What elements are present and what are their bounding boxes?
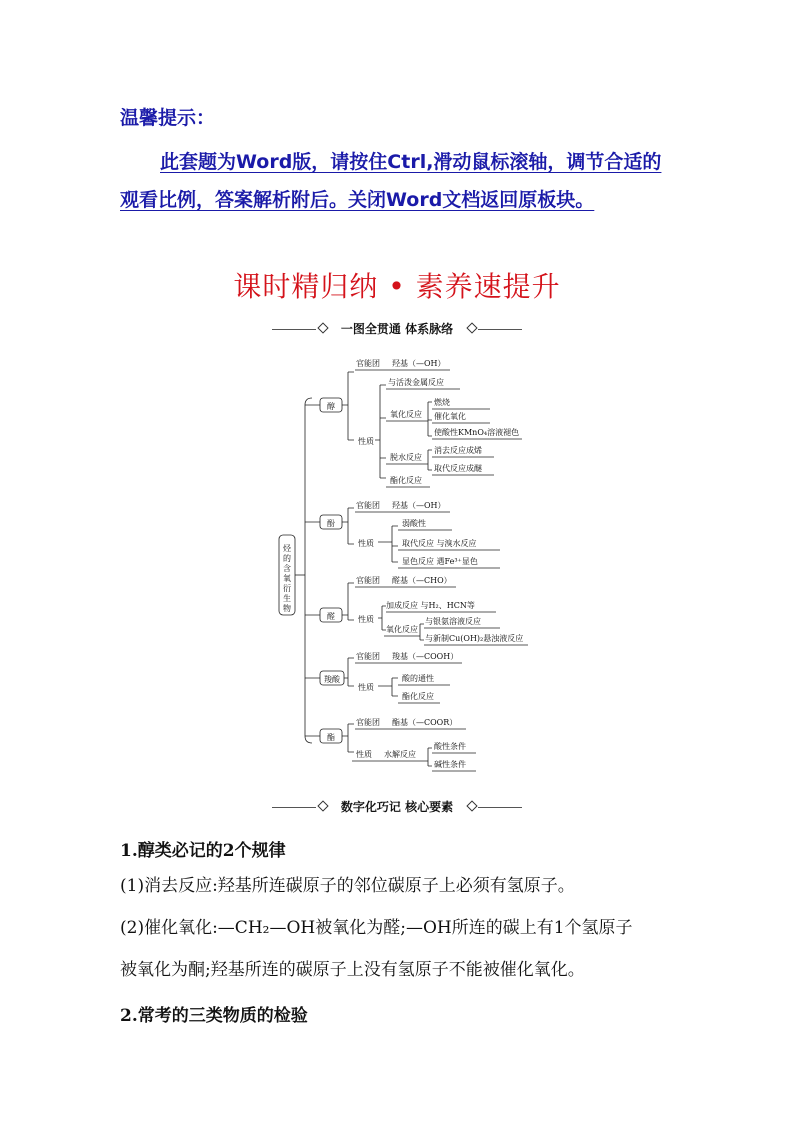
label-ox1: 燃烧 (434, 398, 450, 407)
label-r3: 显色反应 遇Fe³⁺显色 (402, 557, 478, 566)
label-group-value: 羟基（—OH） (392, 501, 446, 510)
connector (378, 606, 386, 630)
label-group: 官能团 (356, 359, 380, 368)
branch-ester: 酯 (327, 733, 335, 742)
section2-heading: 2.常考的三类物质的检验 (120, 1006, 308, 1026)
connector (375, 385, 386, 478)
connector (386, 402, 432, 436)
label-de2: 取代反应成醚 (434, 464, 482, 473)
section1-heading: 1.醇类必记的2个规律 (120, 841, 286, 861)
banner-divider-right (478, 807, 522, 808)
branch-acid: 羧酸 (324, 675, 340, 684)
mind-map-root-label: 烃的含氧衍生物 (282, 544, 292, 612)
label-group: 官能团 (356, 652, 380, 661)
section1-paragraph2b: 被氧化为酮;羟基所连的碳原子上没有氢原子不能被催化氧化。 (120, 960, 585, 980)
label-r1: 加成反应 与H₂、HCN等 (386, 601, 475, 610)
section1-paragraph1: (1)消去反应:羟基所连碳原子的邻位碳原子上必须有氢原子。 (120, 876, 575, 896)
label-r2: 酯化反应 (402, 692, 434, 701)
label-h1: 酸性条件 (434, 742, 466, 751)
label-r2: 取代反应 与溴水反应 (402, 539, 477, 548)
tip-text: 此套题为Word版，请按住Ctrl,滑动鼠标滚轴，调节合适的观看比例，答案解析附后。关闭Word文档返回原板块。 (120, 151, 662, 211)
label-h2: 碱性条件 (434, 760, 466, 769)
label-group: 官能团 (356, 718, 380, 727)
label-props: 性质 (358, 437, 374, 446)
label-r1: 弱酸性 (402, 519, 426, 528)
label-ox: 氧化反应 (390, 410, 422, 419)
label-de: 脱水反应 (390, 453, 422, 462)
label-props: 性质 (356, 750, 372, 759)
label-est: 酯化反应 (390, 476, 422, 485)
label-r1: 与活泼金属反应 (388, 378, 444, 387)
connector (342, 583, 354, 620)
label-props: 性质 (358, 683, 374, 692)
label-group-value: 羟基（—OH） (392, 359, 446, 368)
banner-label: 一图全贯通 体系脉络 (340, 322, 454, 336)
label-group-value: 羧基（—COOH） (392, 652, 459, 661)
section-banner-key (272, 797, 522, 817)
page-title: 课时精归纳 • 素养速提升 (233, 270, 561, 303)
connector (342, 724, 354, 752)
branch-phenol: 酚 (327, 519, 335, 528)
label-ox2: 催化氧化 (434, 412, 466, 421)
tip-title: 温馨提示： (120, 107, 216, 129)
section1-paragraph2a: (2)催化氧化:—CH₂—OH被氧化为醛;—OH所连的碳上有1个氢原子 (120, 918, 633, 938)
connector (342, 508, 354, 544)
label-ox2: 与新制Cu(OH)₂悬浊液反应 (425, 634, 524, 643)
label-ox3: 使酸性KMnO₄溶液褪色 (434, 428, 520, 437)
connector (342, 372, 354, 440)
label-de1: 消去反应成烯 (434, 446, 482, 455)
label-group: 官能团 (356, 501, 380, 510)
banner-label: 数字化巧记 核心要素 (340, 800, 454, 814)
root-branches (305, 405, 320, 736)
root-bracket (305, 398, 312, 743)
connector (378, 526, 398, 562)
connector (378, 678, 398, 696)
connector (344, 658, 354, 686)
label-group-value: 醛基（—CHO） (392, 576, 452, 585)
label-group: 官能团 (356, 576, 380, 585)
label-ox: 氧化反应 (386, 625, 418, 634)
label-group-value: 酯基（—COOR） (392, 718, 458, 727)
label-r1: 酸的通性 (402, 674, 434, 683)
label-ox1: 与银氨溶液反应 (425, 617, 481, 626)
branch-alcohol: 醇 (327, 402, 335, 411)
label-hyd: 水解反应 (384, 750, 416, 759)
label-props: 性质 (358, 539, 374, 548)
branch-aldehyde: 醛 (327, 612, 335, 621)
label-props: 性质 (358, 615, 374, 624)
